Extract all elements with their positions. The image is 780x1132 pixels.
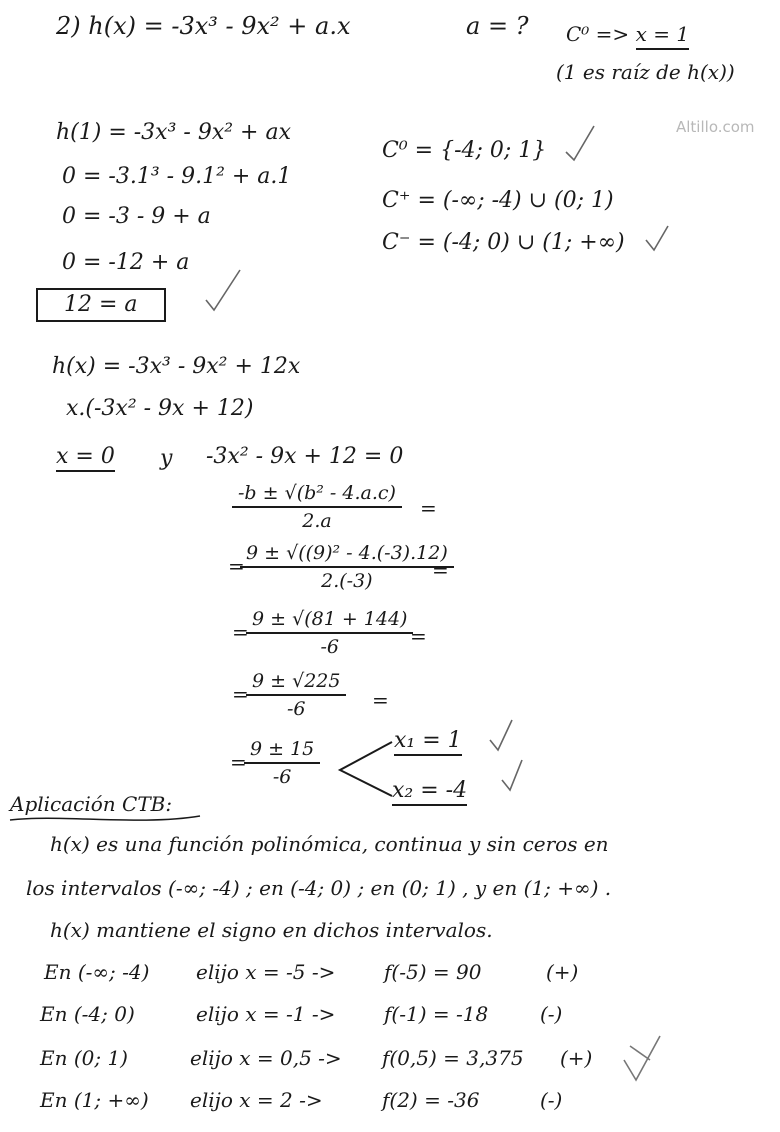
quadratic-equation: -3x² - 9x + 12 = 0 bbox=[206, 444, 404, 469]
set-cplus: C⁺ = (-∞; -4) ∪ (0; 1) bbox=[382, 188, 614, 213]
quad-step-1-eq: = bbox=[420, 496, 437, 520]
row-value: f(2) = -36 bbox=[382, 1088, 480, 1112]
question-a: a = ? bbox=[466, 12, 529, 40]
quad-step-2-num: 9 ± √((9)² - 4.(-3).12) bbox=[240, 544, 454, 568]
quad-step-4 bbox=[246, 672, 346, 719]
quad-step-4-num: 9 ± √225 bbox=[246, 672, 346, 696]
root-x2: x₂ = -4 bbox=[392, 780, 467, 806]
row-value: f(-1) = -18 bbox=[384, 1002, 489, 1026]
check-mark-x1 bbox=[490, 720, 512, 750]
c0-condition bbox=[566, 24, 689, 44]
quad-step-4-eq: = bbox=[372, 688, 389, 712]
row-value: f(0,5) = 3,375 bbox=[382, 1046, 524, 1070]
quad-step-3-num: 9 ± √(81 + 144) bbox=[246, 610, 413, 634]
application-text-3: h(x) mantiene el signo en dichos intervalos. bbox=[50, 918, 493, 942]
row-sign: (+) bbox=[546, 960, 579, 984]
row-sign: (-) bbox=[540, 1002, 563, 1026]
quad-step-3-eq: = bbox=[410, 624, 427, 648]
solve-line-4: 0 = -12 + a bbox=[62, 250, 190, 275]
root-x0: x = 0 bbox=[56, 446, 115, 472]
quad-step-1 bbox=[232, 484, 402, 531]
solve-line-3: 0 = -3 - 9 + a bbox=[62, 204, 211, 229]
watermark: Altillo.com bbox=[676, 118, 755, 136]
check-mark-cminus bbox=[646, 226, 668, 250]
application-text-2: los intervalos (-∞; -4) ; en (-4; 0) ; en (0; 1) , y en (1; +∞) . bbox=[26, 876, 612, 900]
quad-step-3 bbox=[246, 610, 413, 657]
set-cminus: C⁻ = (-4; 0) ∪ (1; +∞) bbox=[382, 230, 625, 255]
root-note: (1 es raíz de h(x)) bbox=[556, 60, 735, 84]
root-brace bbox=[340, 742, 392, 796]
result-a-box: 12 = a bbox=[36, 288, 166, 322]
row-interval: En (0; 1) bbox=[40, 1046, 128, 1070]
row-choice: elijo x = 2 -> bbox=[190, 1088, 323, 1112]
row-choice: elijo x = -1 -> bbox=[196, 1002, 336, 1026]
quad-step-4-den: -6 bbox=[286, 698, 306, 720]
quad-step-5-den: -6 bbox=[272, 766, 292, 788]
quad-step-5 bbox=[244, 740, 320, 787]
quad-step-3-den: -6 bbox=[320, 636, 339, 658]
quad-step-3-pre: = bbox=[232, 620, 249, 644]
factor-line-1: h(x) = -3x³ - 9x² + 12x bbox=[52, 354, 301, 379]
quad-step-2-eq: = bbox=[432, 558, 449, 582]
row-choice: elijo x = 0,5 -> bbox=[190, 1046, 342, 1070]
c0-value: x = 1 bbox=[636, 22, 689, 50]
check-mark-c0 bbox=[566, 126, 594, 160]
set-c0: C⁰ = {-4; 0; 1} bbox=[382, 138, 547, 163]
check-mark-x2 bbox=[502, 760, 522, 790]
application-text-1: h(x) es una función polinómica, continua y sin ceros en bbox=[50, 832, 609, 856]
check-mark-rows bbox=[624, 1036, 660, 1080]
row-interval: En (-∞; -4) bbox=[44, 960, 150, 984]
factor-line-2: x.(-3x² - 9x + 12) bbox=[66, 396, 254, 421]
quad-step-4-pre: = bbox=[232, 682, 249, 706]
quad-step-2-den: 2.(-3) bbox=[321, 570, 373, 592]
row-interval: En (-4; 0) bbox=[40, 1002, 135, 1026]
quad-step-2-pre: = bbox=[228, 554, 245, 578]
row-choice: elijo x = -5 -> bbox=[196, 960, 336, 984]
quad-step-2 bbox=[240, 544, 454, 591]
conjunction-y: y bbox=[160, 446, 173, 471]
application-title: Aplicación CTB: bbox=[10, 792, 173, 816]
row-sign: (+) bbox=[560, 1046, 593, 1070]
quad-step-5-num: 9 ± 15 bbox=[244, 740, 320, 764]
solve-line-2: 0 = -3.1³ - 9.1² + a.1 bbox=[62, 164, 292, 189]
quad-step-1-num: -b ± √(b² - 4.a.c) bbox=[232, 484, 402, 508]
check-mark-a bbox=[206, 270, 240, 310]
quad-step-5-pre: = bbox=[230, 750, 247, 774]
quad-step-1-den: 2.a bbox=[302, 510, 332, 532]
row-sign: (-) bbox=[540, 1088, 563, 1112]
problem-statement: 2) h(x) = -3x³ - 9x² + a.x bbox=[56, 12, 351, 40]
root-x1: x₁ = 1 bbox=[394, 730, 462, 756]
c0-prefix: C⁰ => bbox=[566, 22, 630, 46]
title-underline bbox=[10, 816, 200, 820]
row-value: f(-5) = 90 bbox=[384, 960, 482, 984]
solve-line-1: h(1) = -3x³ - 9x² + ax bbox=[56, 120, 291, 145]
row-interval: En (1; +∞) bbox=[40, 1088, 149, 1112]
